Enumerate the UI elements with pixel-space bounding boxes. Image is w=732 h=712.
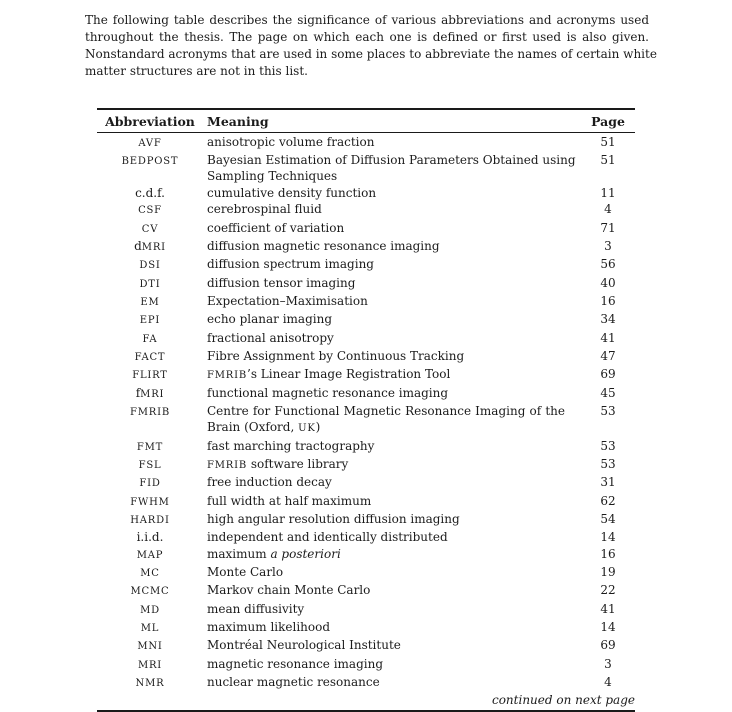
abbreviation-cell <box>97 330 203 348</box>
meaning-line <box>207 474 565 490</box>
page-cell: 4 <box>604 675 612 690</box>
text: maximum likelihood <box>207 620 331 635</box>
page-cell: 53 <box>600 438 616 453</box>
abbreviation-cell <box>97 582 203 600</box>
table-footer <box>97 692 635 710</box>
page-cell: 41 <box>600 330 616 345</box>
smallcaps-text: NMR <box>135 678 165 690</box>
abbreviation-cell <box>97 456 203 474</box>
table-row <box>97 582 635 600</box>
meaning-cell <box>207 152 576 185</box>
meaning-cell <box>207 511 565 529</box>
text: cumulative density function <box>207 185 377 200</box>
abbreviation-cell <box>97 656 203 674</box>
meaning-cell <box>207 529 565 545</box>
page-cell: 22 <box>600 583 616 598</box>
text: nuclear magnetic resonance <box>207 675 380 690</box>
text: Bayesian Estimation of Diffusion Parameters Obtained using <box>207 153 576 168</box>
page-cell: 14 <box>600 620 616 635</box>
table-row <box>97 438 635 456</box>
abbreviation-cell <box>97 674 203 692</box>
text: Centre for Functional Magnetic Resonance Imaging of the <box>207 403 565 418</box>
table-row <box>97 619 635 637</box>
meaning-cell <box>207 385 565 403</box>
continued-note: continued on next page <box>491 693 635 708</box>
text: i.i.d. <box>136 530 164 545</box>
smallcaps-text: CV <box>141 223 159 235</box>
meaning-line <box>207 656 565 672</box>
meaning-line <box>207 529 565 545</box>
text: diffusion magnetic resonance imaging <box>207 238 440 253</box>
table-row <box>97 152 635 185</box>
page-cell: 19 <box>600 565 616 580</box>
page-cell: 16 <box>600 293 616 308</box>
abbreviation-cell <box>97 619 203 637</box>
abbreviations-table <box>97 108 635 712</box>
meaning-cell <box>207 656 565 674</box>
abbreviation-cell <box>97 185 203 201</box>
meaning-cell <box>207 256 565 274</box>
text: software library <box>247 456 349 471</box>
table-header-row <box>97 110 635 132</box>
abbreviation-cell <box>97 637 203 655</box>
smallcaps-text: FMT <box>136 441 164 453</box>
smallcaps-text: MD <box>140 604 160 616</box>
intro-line: Nonstandard acronyms that are used in some places to abbreviate the names of certain white <box>85 47 657 61</box>
column-header-meaning: Meaning <box>207 113 269 129</box>
text: Expectation–Maximisation <box>207 293 368 308</box>
page-cell: 51 <box>600 134 616 149</box>
abbreviation-cell <box>97 493 203 511</box>
meaning-line <box>207 293 565 309</box>
smallcaps-text: FMRIB <box>207 370 248 382</box>
meaning-line <box>207 168 565 184</box>
abbreviation-cell <box>97 220 203 238</box>
meaning-line <box>207 201 565 217</box>
meaning-line <box>207 403 565 419</box>
text: magnetic resonance imaging <box>207 656 384 671</box>
meaning-cell <box>207 220 565 238</box>
text: Montréal Neurological Institute <box>207 638 401 653</box>
meaning-line <box>207 330 565 346</box>
abbreviation-cell <box>97 564 203 582</box>
meaning-cell <box>207 637 565 655</box>
page-cell: 16 <box>600 546 616 561</box>
page-cell: 45 <box>600 385 616 400</box>
page-cell: 51 <box>600 153 616 168</box>
smallcaps-text: EM <box>140 296 160 308</box>
intro-line: matter structures are not in this list. <box>85 64 308 78</box>
table-row <box>97 601 635 619</box>
meaning-line <box>207 152 576 168</box>
intro-line: throughout the thesis. The page on which each one is defined or first used is also given. <box>85 30 649 44</box>
meaning-line <box>207 220 565 236</box>
italic-text: a posteriori <box>270 546 341 561</box>
table-row <box>97 511 635 529</box>
abbreviation-cell <box>97 403 203 438</box>
abbreviation-cell <box>97 201 203 219</box>
meaning-line <box>207 674 565 690</box>
meaning-cell <box>207 403 565 438</box>
smallcaps-text: MRI <box>141 241 166 253</box>
meaning-cell <box>207 493 565 511</box>
abbreviation-cell <box>97 529 203 545</box>
table-row <box>97 238 635 256</box>
meaning-cell <box>207 201 565 219</box>
meaning-cell <box>207 438 565 456</box>
text: ) <box>315 420 321 435</box>
meaning-cell <box>207 564 565 582</box>
meaning-line <box>207 256 565 272</box>
table-row <box>97 456 635 474</box>
page-cell: 31 <box>600 475 616 490</box>
table-row <box>97 256 635 274</box>
smallcaps-text: MC <box>140 568 160 580</box>
text: Sampling Techniques <box>207 169 338 184</box>
meaning-line <box>207 185 565 201</box>
table-row <box>97 385 635 403</box>
text: Markov chain Monte Carlo <box>207 583 371 598</box>
meaning-cell <box>207 582 565 600</box>
meaning-cell <box>207 330 565 348</box>
meaning-line <box>207 619 565 635</box>
page-cell: 47 <box>600 348 616 363</box>
text: f <box>135 385 141 400</box>
meaning-cell <box>207 293 565 311</box>
meaning-line <box>207 311 565 327</box>
smallcaps-text: BEDPOST <box>121 156 179 168</box>
meaning-cell <box>207 601 565 619</box>
text: coefficient of variation <box>207 220 345 235</box>
meaning-line <box>207 385 565 401</box>
smallcaps-text: AVF <box>138 137 162 149</box>
text: fast marching tractography <box>207 438 375 453</box>
meaning-line <box>207 601 565 617</box>
text: cerebrospinal fluid <box>207 202 322 217</box>
table-body <box>97 133 635 693</box>
meaning-cell <box>207 474 565 492</box>
table-row <box>97 366 635 384</box>
table-row <box>97 330 635 348</box>
text: diffusion tensor imaging <box>207 275 356 290</box>
meaning-line <box>207 275 565 291</box>
page-cell: 3 <box>604 656 612 671</box>
page-cell: 53 <box>600 456 616 471</box>
page-cell: 4 <box>604 202 612 217</box>
text: mean diffusivity <box>207 601 305 616</box>
text: maximum <box>207 546 271 561</box>
abbreviation-cell <box>97 152 203 185</box>
page-cell: 53 <box>600 403 616 418</box>
smallcaps-text: FMRIB <box>207 459 248 471</box>
smallcaps-text: FACT <box>134 351 166 363</box>
table-row <box>97 546 635 564</box>
smallcaps-text: FA <box>142 333 158 345</box>
abbreviation-cell <box>97 275 203 293</box>
meaning-cell <box>207 674 565 692</box>
smallcaps-text: FMRIB <box>129 406 170 418</box>
page-cell: 34 <box>600 312 616 327</box>
table-row <box>97 275 635 293</box>
meaning-line <box>207 438 565 454</box>
intro-line: The following table describes the significance of various abbreviations and acronyms used <box>85 13 649 27</box>
meaning-line <box>207 366 565 384</box>
meaning-line <box>207 238 565 254</box>
page-cell: 3 <box>604 238 612 253</box>
table-row <box>97 220 635 238</box>
text: high angular resolution diffusion imaging <box>207 512 460 526</box>
text: functional magnetic resonance imaging <box>207 385 449 400</box>
smallcaps-text: MRI <box>137 659 163 671</box>
meaning-line <box>207 546 565 562</box>
text: Fibre Assignment by Continuous Tracking <box>207 348 465 363</box>
text: independent and identically distributed <box>207 530 448 545</box>
text: Monte Carlo <box>207 565 284 580</box>
meaning-cell <box>207 238 565 256</box>
smallcaps-text: MCMC <box>130 586 170 598</box>
intro-paragraph <box>85 12 657 80</box>
table-row <box>97 637 635 655</box>
smallcaps-text: CSF <box>138 205 162 217</box>
smallcaps-text: ML <box>140 623 160 635</box>
text: echo planar imaging <box>207 312 332 327</box>
text: diffusion spectrum imaging <box>207 257 374 272</box>
table-row <box>97 293 635 311</box>
page-cell: 54 <box>600 512 616 526</box>
text: free induction decay <box>207 475 332 490</box>
column-header-page: Page <box>591 113 625 129</box>
table-row <box>97 529 635 545</box>
abbreviation-cell <box>97 348 203 366</box>
text: full width at half maximum <box>207 493 372 508</box>
meaning-line <box>207 637 565 653</box>
table-row <box>97 474 635 492</box>
meaning-cell <box>207 134 565 152</box>
smallcaps-text: FID <box>139 478 161 490</box>
abbreviation-cell <box>97 134 203 152</box>
page-cell: 69 <box>600 638 616 653</box>
meaning-cell <box>207 348 565 366</box>
page-cell: 69 <box>600 367 616 382</box>
column-header-abbreviation: Abbreviation <box>105 113 195 129</box>
page-cell: 62 <box>600 493 616 508</box>
abbreviation-cell <box>97 438 203 456</box>
smallcaps-text: DTI <box>139 278 161 290</box>
page-cell: 14 <box>600 530 616 545</box>
smallcaps-text: HARDI <box>130 515 170 526</box>
meaning-line <box>207 493 565 509</box>
smallcaps-text: FWHM <box>130 496 170 508</box>
text: d <box>134 238 142 253</box>
meaning-cell <box>207 311 565 329</box>
text: anisotropic volume fraction <box>207 134 375 149</box>
meaning-cell <box>207 456 565 474</box>
smallcaps-text: MRI <box>140 388 165 400</box>
smallcaps-text: DSI <box>139 260 161 272</box>
abbreviation-cell <box>97 238 203 256</box>
meaning-line <box>207 564 565 580</box>
abbreviation-cell <box>97 385 203 403</box>
table-row <box>97 311 635 329</box>
meaning-cell <box>207 185 565 201</box>
meaning-line <box>207 419 565 437</box>
abbreviation-cell <box>97 546 203 564</box>
abbreviation-cell <box>97 256 203 274</box>
table-row <box>97 348 635 366</box>
abbreviation-cell <box>97 511 203 529</box>
text: ’s Linear Image Registration Tool <box>247 367 451 382</box>
meaning-cell <box>207 619 565 637</box>
smallcaps-text: EPI <box>139 315 161 327</box>
page-cell: 41 <box>600 601 616 616</box>
meaning-line <box>207 348 565 364</box>
abbreviation-cell <box>97 311 203 329</box>
smallcaps-text: FSL <box>138 459 162 471</box>
table-row <box>97 201 635 219</box>
text: fractional anisotropy <box>207 330 334 345</box>
smallcaps-text: MAP <box>136 549 164 561</box>
page-cell: 56 <box>600 257 616 272</box>
table-row <box>97 403 635 438</box>
abbreviation-cell <box>97 293 203 311</box>
table-row <box>97 185 635 201</box>
smallcaps-text: FLIRT <box>132 370 168 382</box>
abbreviation-cell <box>97 474 203 492</box>
meaning-cell <box>207 546 565 564</box>
table-row <box>97 674 635 692</box>
meaning-line <box>207 456 565 474</box>
page-cell: 71 <box>600 220 616 235</box>
abbreviation-cell <box>97 366 203 384</box>
meaning-line <box>207 582 565 598</box>
smallcaps-text: UK <box>298 423 316 435</box>
text: Brain (Oxford, <box>207 420 299 435</box>
table-row <box>97 656 635 674</box>
meaning-cell <box>207 275 565 293</box>
table-row <box>97 134 635 152</box>
table-row <box>97 564 635 582</box>
text: c.d.f. <box>135 185 165 200</box>
meaning-line <box>207 134 565 150</box>
meaning-line <box>207 511 565 527</box>
page-cell: 11 <box>600 185 616 200</box>
table-row <box>97 493 635 511</box>
smallcaps-text: MNI <box>137 641 163 653</box>
page-cell: 40 <box>600 275 616 290</box>
meaning-cell <box>207 366 565 384</box>
abbreviation-cell <box>97 601 203 619</box>
